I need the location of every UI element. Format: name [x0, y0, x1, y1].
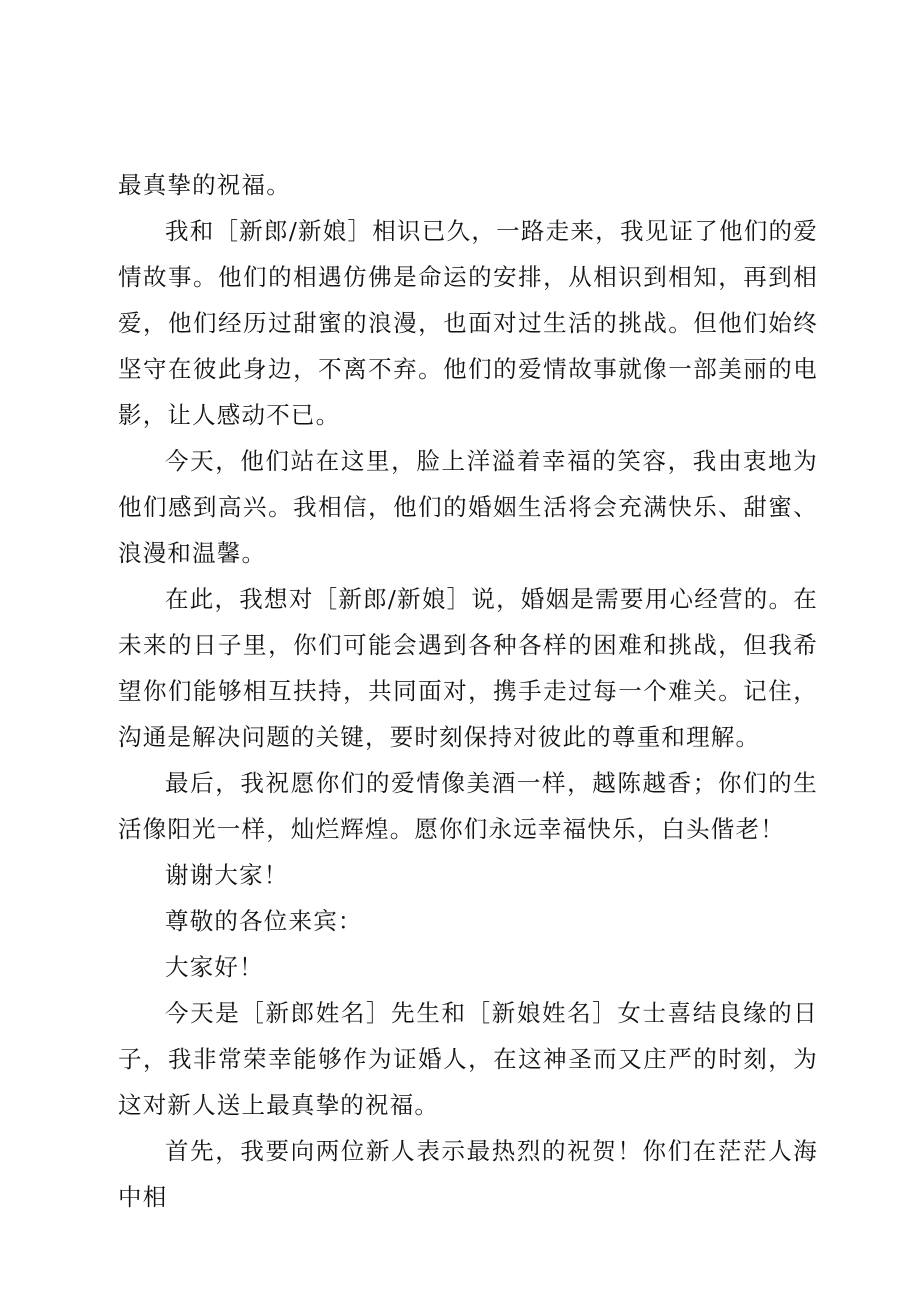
document-body: [118, 162, 818, 1220]
paragraph-congratulations: 首先，我要向两位新人表示最热烈的祝贺！你们在茫茫人海中相: [118, 1137, 818, 1211]
paragraph-continuation: 最真挚的祝福。: [118, 171, 291, 199]
paragraph-salutation: 尊敬的各位来宾：: [165, 907, 363, 935]
paragraph-introduction: 今天是［新郎姓名］先生和［新娘姓名］女士喜结良缘的日子，我非常荣幸能够作为证婚人，在这神圣而又庄严的时刻，为这对新人送上最真挚的祝福。: [118, 999, 818, 1119]
paragraph-acquaintance: 我和［新郎/新娘］相识已久，一路走来，我见证了他们的爱情故事。他们的相遇仿佛是命运的安排，从相识到相知，再到相爱，他们经历过甜蜜的浪漫，也面对过生活的挑战。但他们始终坚守在彼此身边，不离不弃。他们的爱情故事就像一部美丽的电影，让人感动不已。: [118, 217, 818, 429]
paragraph-wishes: 最后，我祝愿你们的爱情像美酒一样，越陈越香；你们的生活像阳光一样，灿烂辉煌。愿你们永远幸福快乐，白头偕老！: [118, 769, 818, 843]
paragraph-today: 今天，他们站在这里，脸上洋溢着幸福的笑容，我由衷地为他们感到高兴。我相信，他们的婚姻生活将会充满快乐、甜蜜、浪漫和温馨。: [118, 447, 818, 567]
paragraph-greeting: 大家好！: [165, 953, 264, 981]
paragraph-thanks: 谢谢大家！: [165, 861, 289, 889]
paragraph-advice: 在此，我想对［新郎/新娘］说，婚姻是需要用心经营的。在未来的日子里，你们可能会遇到各种各样的困难和挑战，但我希望你们能够相互扶持，共同面对，携手走过每一个难关。记住，沟通是解决问题的关键，要时刻保持对彼此的尊重和理解。: [118, 585, 818, 751]
